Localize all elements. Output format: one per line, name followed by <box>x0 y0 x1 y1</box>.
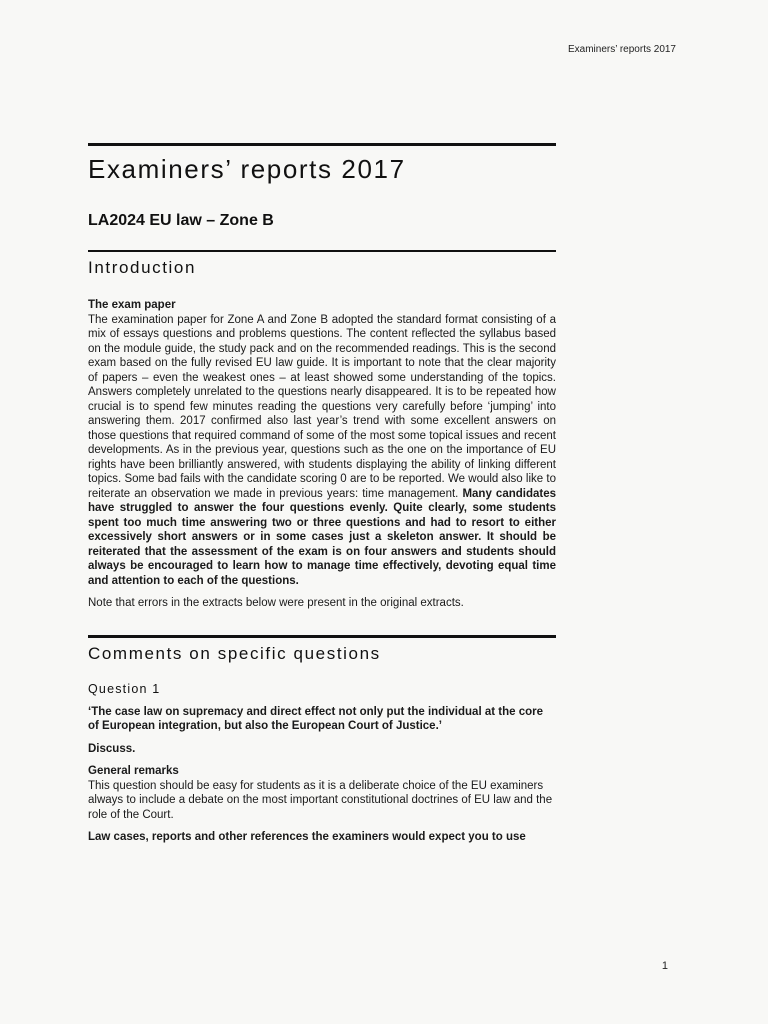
exam-paper-body <box>88 313 556 589</box>
document-title: Examiners’ reports 2017 <box>88 154 406 184</box>
title-rule <box>88 143 556 146</box>
comments-heading: Comments on specific questions <box>88 643 381 663</box>
exam-paper-body-bold: Many candidates have struggled to answer the four questions evenly. Quite clearly, some students spent too much time answering two or three questions and had to resort to either excessively short answers or in some cases just a skeleton answer. It should be reiterated that the assessment of the exam is on four answers and students should always be encouraged to learn how to manage time effectively, devoting equal time and attention to each of the questions. <box>88 487 557 587</box>
exam-paper-body-normal: The examination paper for Zone A and Zone B adopted the standard format consisting of a mix of essays questions and problems questions. The content reflected the syllabus based on the module guide, the study pack and on the recommended readings. This is the second exam based on the fully revised EU law guide. It is important to note that the clear majority of papers – even the weakest ones – at least showed some understanding of the topics. Answers completely unrelated to the questions nearly disappeared. It is to be repeated how crucial is to spend few minutes reading the questions very carefully before ‘jumping’ into answering them. 2017 confirmed also last year’s trend with some excellent answers on those questions that required command of some of the most some topical issues and recent developments. As in the previous year, questions such as the one on the importance of EU rights have been brilliantly answered, with students displaying the ability of linking different topics. Some bad fails with the candidate scoring 0 are to be reported. We would also like to reiterate an observation we made in previous years: time management. <box>88 313 556 500</box>
general-remarks-heading: General remarks <box>88 765 179 777</box>
general-remarks-body: This question should be easy for students as it is a deliberate choice of the EU examiners always to include a debate on the most important constitutional doctrines of EU law and the role of the Court. <box>88 779 553 821</box>
introduction-heading: Introduction <box>88 258 197 277</box>
document-body <box>88 143 556 845</box>
law-cases-heading: Law cases, reports and other references the examiners would expect you to use <box>88 831 526 843</box>
running-header: Examiners’ reports 2017 <box>567 44 676 55</box>
question-1-label: Question 1 <box>88 681 161 696</box>
question-1-instruction: Discuss. <box>88 742 136 755</box>
document-subtitle: LA2024 EU law – Zone B <box>88 212 274 229</box>
exam-paper-heading: The exam paper <box>88 299 176 311</box>
question-1-quote: ‘The case law on supremacy and direct effect not only put the individual at the core of European integration, but also the European Court of Justice.’ <box>88 705 543 732</box>
page-number: 1 <box>661 960 668 972</box>
errors-note: Note that errors in the extracts below were present in the original extracts. <box>88 597 464 609</box>
introduction-rule <box>88 250 556 252</box>
comments-rule <box>88 635 556 638</box>
